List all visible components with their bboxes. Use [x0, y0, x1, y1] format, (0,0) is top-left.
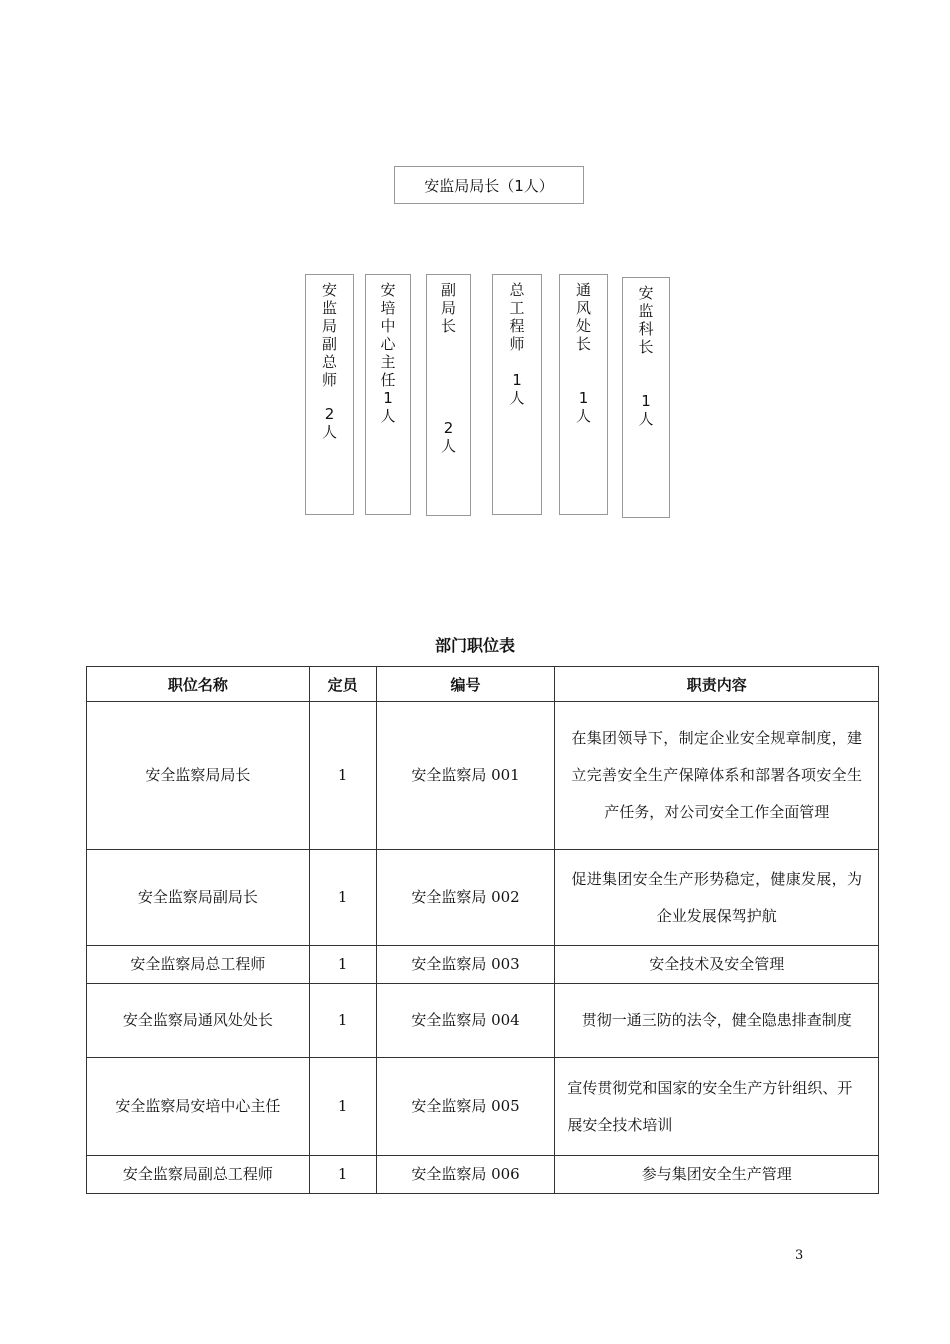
header-duty: 职责内容: [555, 667, 879, 702]
org-box-title: 通风处长: [575, 281, 591, 353]
cell-position-name: 安全监察局通风处处长: [87, 984, 310, 1058]
org-box-chief-engineer: [492, 274, 542, 515]
cell-duty: 在集团领导下，制定企业安全规章制度，建立完善安全生产保障体系和部署各项安全生产任务，对公司安全工作全面管理: [555, 702, 879, 850]
table-row: [87, 702, 879, 850]
header-quota: 定员: [309, 667, 376, 702]
cell-quota: 1: [309, 702, 376, 850]
position-table: [86, 666, 879, 1194]
header-code: 编号: [376, 667, 555, 702]
table-row: [87, 850, 879, 946]
cell-duty: 促进集团安全生产形势稳定，健康发展，为企业发展保驾护航: [555, 850, 879, 946]
org-chart-top-box: [394, 166, 584, 204]
org-box-title: 安培中心主任: [380, 281, 396, 389]
cell-code: 安全监察局 006: [376, 1156, 555, 1194]
org-box-training-center-director: [365, 274, 411, 515]
org-box-count: 1人: [575, 389, 591, 425]
table-title: 部门职位表: [434, 636, 515, 655]
org-box-title: 总工程师: [509, 281, 525, 353]
cell-duty: 宣传贯彻党和国家的安全生产方针组织、开展安全技术培训: [555, 1058, 879, 1156]
table-row: [87, 1156, 879, 1194]
cell-duty: 参与集团安全生产管理: [555, 1156, 879, 1194]
org-box-title: 安监局副总师: [321, 281, 337, 389]
cell-code: 安全监察局 003: [376, 946, 555, 984]
org-box-deputy-chief-engineer: [305, 274, 354, 515]
cell-position-name: 安全监察局安培中心主任: [87, 1058, 310, 1156]
cell-quota: 1: [309, 984, 376, 1058]
org-box-count: 2人: [321, 405, 337, 441]
org-chart-top-label: 安监局局长（1人）: [424, 176, 554, 195]
org-box-count: 1人: [380, 389, 396, 425]
cell-position-name: 安全监察局局长: [87, 702, 310, 850]
org-box-count: 1人: [509, 371, 525, 407]
cell-position-name: 安全监察局副局长: [87, 850, 310, 946]
cell-duty: 安全技术及安全管理: [555, 946, 879, 984]
org-box-title: 安监科长: [638, 284, 654, 356]
org-box-count: 1人: [638, 392, 654, 428]
table-row: [87, 984, 879, 1058]
table-row: [87, 946, 879, 984]
cell-code: 安全监察局 002: [376, 850, 555, 946]
cell-position-name: 安全监察局副总工程师: [87, 1156, 310, 1194]
header-position-name: 职位名称: [87, 667, 310, 702]
org-box-count: 2人: [440, 419, 456, 455]
table-row: [87, 1058, 879, 1156]
cell-position-name: 安全监察局总工程师: [87, 946, 310, 984]
cell-quota: 1: [309, 850, 376, 946]
org-box-ventilation-chief: [559, 274, 608, 515]
cell-quota: 1: [309, 946, 376, 984]
cell-code: 安全监察局 001: [376, 702, 555, 850]
org-box-title: 副局长: [440, 281, 456, 335]
cell-code: 安全监察局 005: [376, 1058, 555, 1156]
org-box-deputy-director: [426, 274, 471, 516]
cell-code: 安全监察局 004: [376, 984, 555, 1058]
cell-quota: 1: [309, 1058, 376, 1156]
cell-quota: 1: [309, 1156, 376, 1194]
page-number: 3: [795, 1248, 804, 1263]
org-box-safety-section-chief: [622, 277, 670, 518]
table-header-row: [87, 667, 879, 702]
cell-duty: 贯彻一通三防的法令，健全隐患排查制度: [555, 984, 879, 1058]
